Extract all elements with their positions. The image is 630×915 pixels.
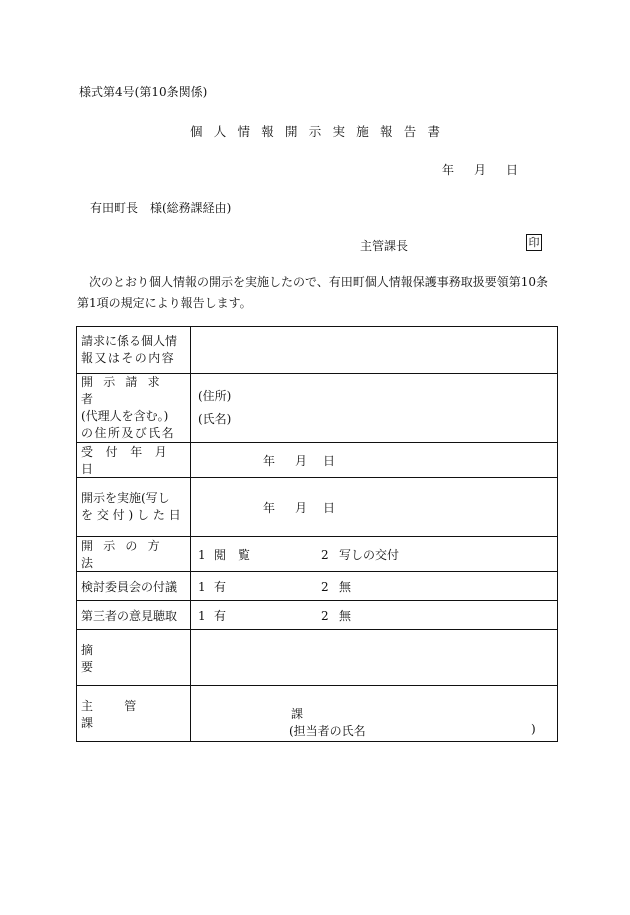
request-info-label (77, 327, 191, 374)
row-summary (77, 630, 558, 686)
received-month: 月 (295, 453, 308, 468)
method-opt2-number: 2 (321, 547, 329, 562)
third-party-field[interactable] (191, 601, 558, 630)
request-info-label-line1: 請求に係る個人情 (81, 334, 178, 348)
disclosure-day: 日 (323, 500, 336, 515)
report-form-table (76, 326, 558, 742)
received-day: 日 (323, 453, 336, 468)
seal-mark: 印 (526, 234, 542, 251)
disclosure-year: 年 (263, 500, 276, 515)
row-committee (77, 572, 558, 601)
third-party-opt2[interactable]: 無 (339, 608, 352, 623)
committee-label: 検討委員会の付議 (77, 572, 191, 601)
disclosure-date-label-line1: 開示を実施(写し (81, 491, 170, 505)
third-party-label: 第三者の意見聴取 (77, 601, 191, 630)
report-body-text: 次のとおり個人情報の開示を実施したので、有田町個人情報保護事務取扱要領第10条第1項の規定により報告します。 (77, 275, 549, 310)
summary-label: 摘要 (77, 630, 191, 686)
summary-field[interactable] (191, 630, 558, 686)
method-opt1-number: 1 (198, 547, 206, 562)
row-third-party (77, 601, 558, 630)
date-day: 日 (506, 163, 519, 177)
method-opt1[interactable]: 閲 覧 (214, 547, 251, 562)
department-field[interactable] (191, 686, 558, 742)
committee-opt1-number: 1 (198, 579, 206, 594)
method-field[interactable] (191, 537, 558, 572)
third-party-opt1[interactable]: 有 (214, 608, 227, 623)
committee-field[interactable] (191, 572, 558, 601)
request-info-field[interactable] (191, 327, 558, 374)
requester-field[interactable] (191, 374, 558, 443)
requester-label-line2: (代理人を含む。) (81, 409, 169, 423)
method-label: 開示の方法 (77, 537, 191, 572)
date-month: 月 (474, 163, 487, 177)
disclosure-month: 月 (295, 500, 308, 515)
row-received-date (77, 443, 558, 478)
third-party-opt2-number: 2 (321, 608, 329, 623)
requester-label-line3: の住所及び氏名 (81, 426, 176, 440)
row-requester (77, 374, 558, 443)
row-request-info (77, 327, 558, 374)
committee-opt2-number: 2 (321, 579, 329, 594)
received-date-label: 受付年月日 (77, 443, 191, 478)
committee-opt2[interactable]: 無 (339, 579, 352, 594)
department-label: 主管課 (77, 686, 191, 742)
row-disclosure-date (77, 478, 558, 537)
addressee: 有田町長 様(総務課経由) (90, 201, 232, 215)
row-department (77, 686, 558, 742)
department-contact-close: ) (531, 722, 536, 736)
row-method (77, 537, 558, 572)
method-opt2[interactable]: 写しの交付 (339, 547, 400, 562)
department-contact: (担当者の氏名 (289, 724, 366, 738)
request-info-label-line2: 報又はその内容 (81, 351, 176, 365)
disclosure-date-field[interactable] (191, 478, 558, 537)
received-year: 年 (263, 453, 276, 468)
requester-label (77, 374, 191, 443)
committee-opt1[interactable]: 有 (214, 579, 227, 594)
requester-label-line1: 開示請求者 (81, 375, 170, 406)
manager-title: 主管課長 (360, 239, 409, 253)
report-date (442, 161, 518, 178)
document-title: 個人情報開示実施報告書 (189, 124, 452, 139)
form-number: 様式第4号(第10条関係) (79, 85, 208, 99)
disclosure-date-label-line2: を交付)した日 (81, 508, 185, 522)
requester-address: (住所) (198, 389, 232, 403)
third-party-opt1-number: 1 (198, 608, 206, 623)
disclosure-date-label (77, 478, 191, 537)
received-date-field[interactable] (191, 443, 558, 478)
requester-name: (氏名) (198, 412, 232, 426)
department-ka: 課 (291, 707, 304, 721)
date-year: 年 (442, 163, 455, 177)
